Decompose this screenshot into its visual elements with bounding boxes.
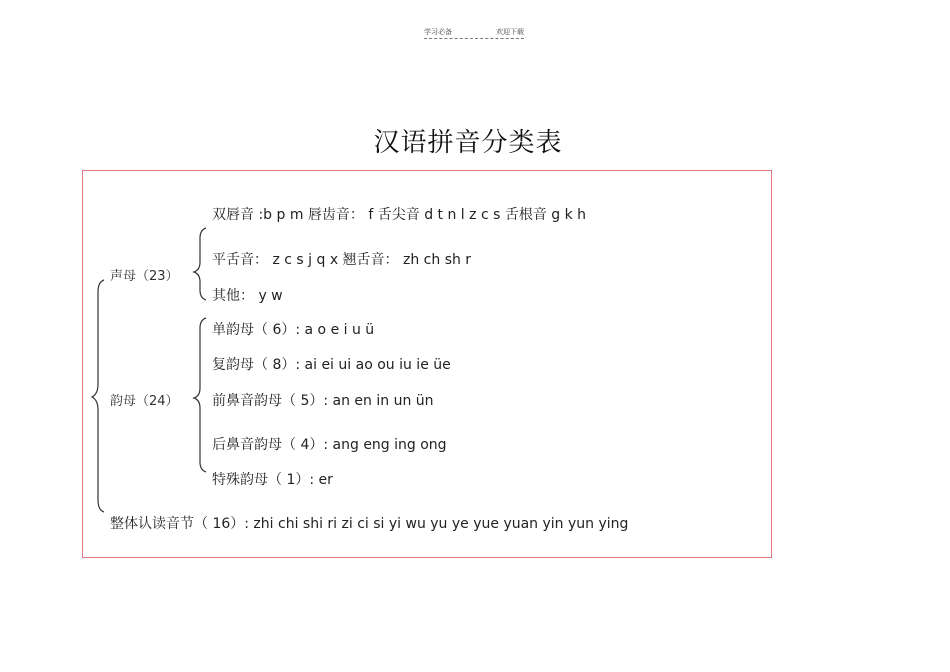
shengmu-line-1: 双唇音 :b p m 唇齿音： f 舌尖音 d t n l z c s 舌根音 g k h xyxy=(212,207,587,223)
shengmu-line-3: 其他： y w xyxy=(212,288,283,304)
header-left-text: 学习必备 xyxy=(424,28,452,36)
yunmu-line-5: 特殊韵母（ 1）: er xyxy=(212,472,333,488)
yunmu-line-4: 后鼻音韵母（ 4）: ang eng ing ong xyxy=(212,437,447,453)
header-right-text: 欢迎下载 xyxy=(496,28,524,36)
outer-brace xyxy=(92,280,104,512)
shengmu-brace xyxy=(194,228,206,300)
group-shengmu: 声母（23） xyxy=(110,269,179,284)
shengmu-line-2: 平舌音： z c s j q x 翘舌音： zh ch sh r xyxy=(212,252,472,268)
yunmu-line-3: 前鼻音韵母（ 5）: an en in un ün xyxy=(212,393,434,409)
yunmu-line-1: 单韵母（ 6）: a o e i u ü xyxy=(212,322,375,338)
zhengti-line: 整体认读音节（ 16）: zhi chi shi ri zi ci si yi wu yu ye yue yuan yin yun ying xyxy=(110,516,629,532)
yunmu-line-2: 复韵母（ 8）: ai ei ui ao ou iu ie üe xyxy=(212,357,451,373)
group-yunmu: 韵母（24） xyxy=(110,394,179,409)
yunmu-brace xyxy=(194,318,206,472)
page-title: 汉语拼音分类表 xyxy=(373,128,563,158)
